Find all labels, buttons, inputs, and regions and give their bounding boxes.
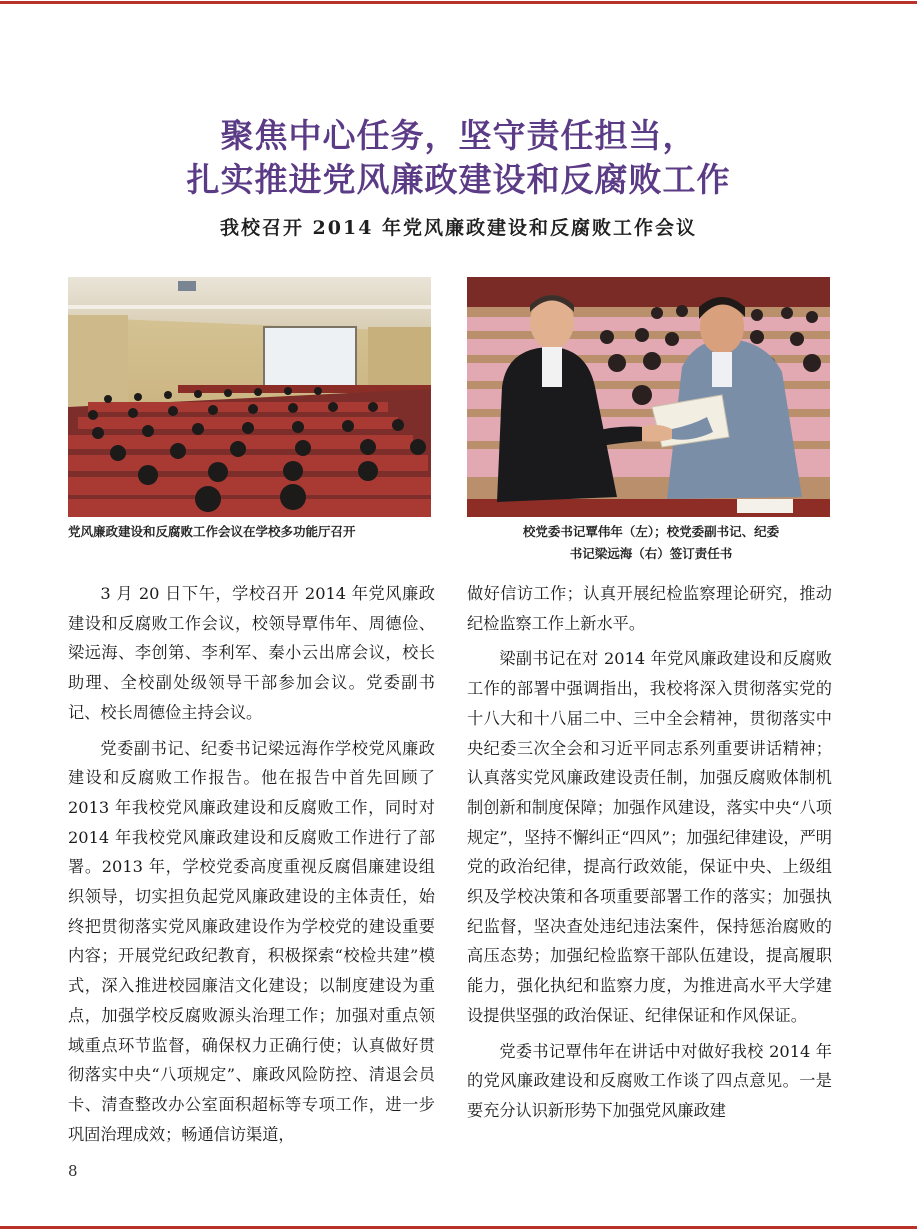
right-caption-line-2: 书记梁远海（右）签订责任书 [569,546,733,561]
headline-line-2: 扎实推进党风廉政建设和反腐败工作 [186,160,731,199]
article-paragraph: 做好信访工作；认真开展纪检监察理论研究，推动纪检监察工作上新水平。 [467,584,832,633]
right-caption-line-1: 校党委书记覃伟年（左）；校党委副书记、纪委 [522,524,780,539]
article-paragraph: 党委书记覃伟年在讲话中对做好我校 2014 年的党风廉政建设和反腐败工作谈了四点意见。一是要充分认识新形势下加强党风廉政建 [467,1041,832,1120]
meeting-hall-photo [68,277,431,517]
article-paragraph: 党委副书记、纪委书记梁远海作学校党风廉政建设和反腐败工作报告。他在报告中首先回顾了 2013 年我校党风廉政建设和反腐败工作，同时对 2014 年我校党风廉政建设和反腐败工作进行了部署。2013 年，学校党委高度重视反腐倡廉建设组织领导，切实担负起党风廉政建设的主体责任，始终把贯彻落实党风廉政建设作为学校党的建设重要内容；开展党纪政纪教育，积极探索“校检共建”模式，深入推进校园廉洁文化建设；以制度建设为重点，加强学校反腐败源头治理工作；加强对重点领域重点环节监督，确保权力正确行使；认真做好贯彻落实中央“八项规定”、廉政风险防控、清退会员卡、清查整改办公室面积超标等专项工作，进一步巩固治理成效；畅通信访渠道， [68,738,435,1144]
top-rule [0,1,917,4]
article-column-left [68,579,435,1149]
signing-ceremony-photo [467,277,830,517]
page-number: 8 [68,1162,78,1180]
article-paragraph: 梁副书记在对 2014 年党风廉政建设和反腐败工作的部署中强调指出，我校将深入贯彻落实党的十八大和十八届二中、三中全会精神，贯彻落实中央纪委三次全会和习近平同志系列重要讲话精神；认真落实党风廉政建设责任制，加强反腐败体制机制创新和制度保障；加强作风建设，落实中央“八项规定”，坚持不懈纠正“四风”；加强纪律建设，严明党的政治纪律，提高行政效能，保证中央、上级组织及学校决策和各项重要部署工作的落实；加强执纪监督，坚决查处违纪违法案件，保持惩治腐败的高压态势；加强纪检监察干部队伍建设，提高履职能力，强化执纪和监察力度，为推进高水平大学建设提供坚强的政治保证、纪律保证和作风保证。 [467,649,832,1025]
right-photo-caption [467,521,835,565]
left-photo-caption: 党风廉政建设和反腐败工作会议在学校多功能厅召开 [68,524,356,539]
article-paragraph: 3 月 20 日下午，学校召开 2014 年党风廉政建设和反腐败工作会议，校领导覃伟年、周德俭、梁远海、李创第、李利军、秦小云出席会议，校长助理、全校副处级领导干部参加会议。党委副书记、校长周德俭主持会议。 [68,584,435,722]
bottom-rule [0,1226,917,1229]
subtitle: 我校召开 2014 年党风廉政建设和反腐败工作会议 [219,217,698,239]
headline-line-1: 聚焦中心任务，坚守责任担当， [220,116,697,155]
article-column-right [467,579,832,1126]
